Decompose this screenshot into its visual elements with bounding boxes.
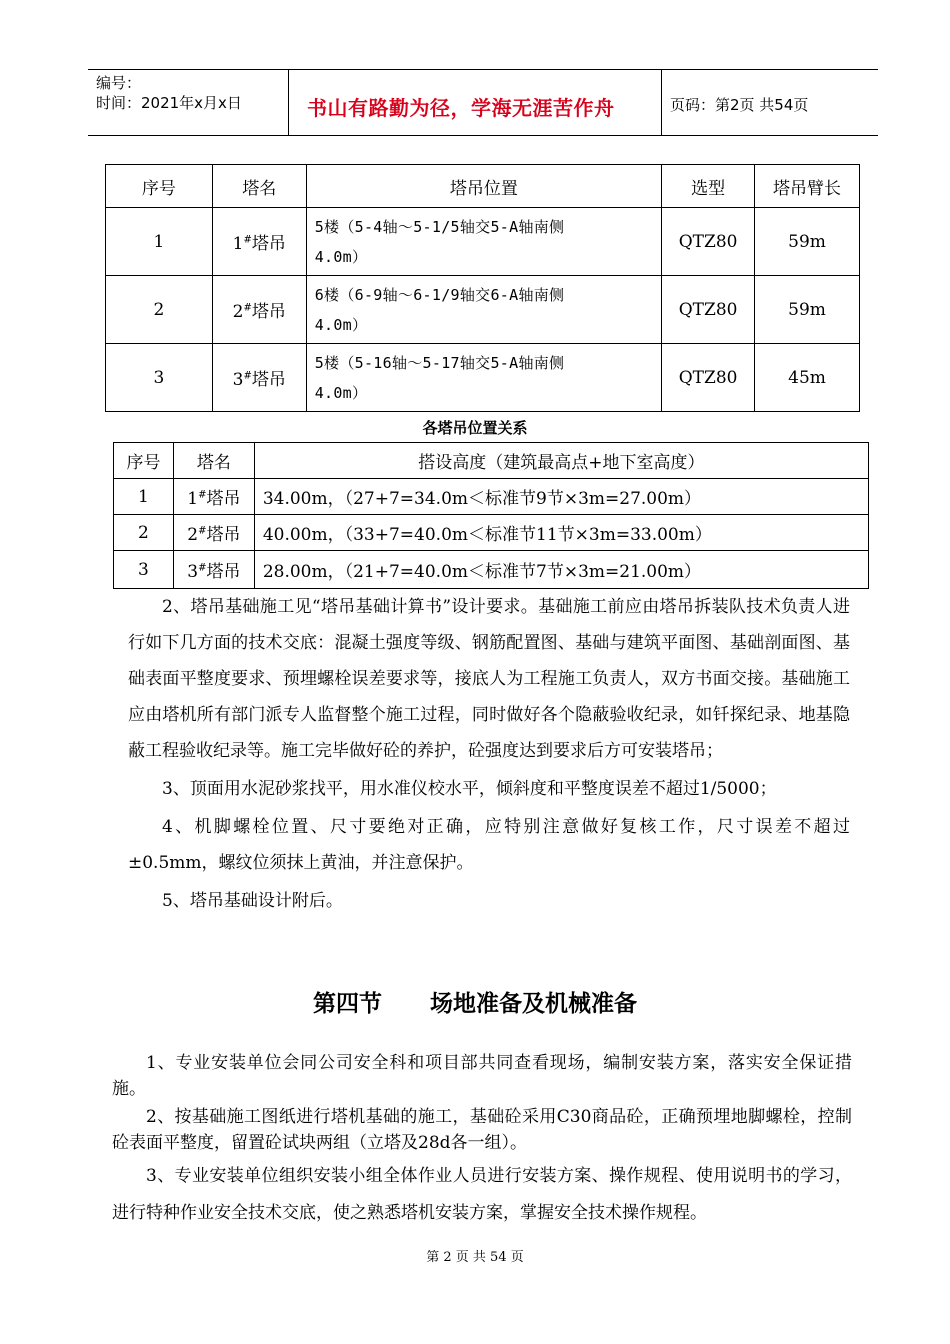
cell-name: 2#塔吊 bbox=[212, 276, 306, 344]
cell-no: 3 bbox=[114, 551, 174, 589]
header-bottom-border bbox=[88, 135, 878, 136]
paragraph: 2、塔吊基础施工见“塔吊基础计算书”设计要求。基础施工前应由塔吊拆装队技术负责人进行如下几方面的技术交底：混凝土强度等级、钢筋配置图、基础与建筑平面图、基础剖面图、基础表面平整度要求、预埋螺栓误差要求等，接底人为工程施工负责人，双方书面交接。基础施工应由塔机所有部门派专人监督整个施工过程，同时做好各个隐蔽验收纪录，如钎探纪录、地基隐蔽工程验收纪录等。施工完毕做好砼的养护，砼强度达到要求后方可安装塔吊； bbox=[128, 597, 850, 761]
paragraph: 5、塔吊基础设计附后。 bbox=[162, 891, 343, 911]
body-text bbox=[128, 589, 850, 919]
table-row bbox=[106, 208, 860, 276]
table-header-row bbox=[106, 165, 860, 208]
table-row bbox=[114, 479, 869, 515]
cell-model: QTZ80 bbox=[662, 344, 755, 412]
cell-no: 2 bbox=[106, 276, 213, 344]
cell-arm: 59m bbox=[755, 276, 860, 344]
column-header: 塔名 bbox=[173, 443, 254, 479]
column-header: 塔名 bbox=[212, 165, 306, 208]
table-caption: 各塔吊位置关系 bbox=[422, 419, 528, 437]
column-header: 选型 bbox=[662, 165, 755, 208]
cell-model: QTZ80 bbox=[662, 276, 755, 344]
header-divider-right bbox=[661, 69, 662, 135]
cell-position: 6楼（6-9轴～6-1/9轴交6-A轴南侧 4.0m） bbox=[306, 276, 661, 344]
paragraph: 3、专业安装单位组织安装小组全体作业人员进行安装方案、操作规程、使用说明书的学习，进行特种作业安全技术交底，使之熟悉塔机安装方案，掌握安全技术操作规程。 bbox=[112, 1166, 852, 1223]
paragraph: 4、机脚螺栓位置、尺寸要绝对正确，应特别注意做好复核工作，尺寸误差不超过±0.5mm，螺纹位须抹上黄油，并注意保护。 bbox=[128, 817, 850, 873]
cell-name: 1#塔吊 bbox=[212, 208, 306, 276]
column-header: 序号 bbox=[114, 443, 174, 479]
paragraph: 1、专业安装单位会同公司安全科和项目部共同查看现场，编制安装方案，落实安全保证措施。 bbox=[112, 1053, 852, 1099]
column-header: 序号 bbox=[106, 165, 213, 208]
header-divider-left bbox=[288, 69, 289, 135]
cell-no: 1 bbox=[106, 208, 213, 276]
column-header: 塔吊臂长 bbox=[755, 165, 860, 208]
paragraph: 2、按基础施工图纸进行塔机基础的施工，基础砼采用C30商品砼，正确预埋地脚螺栓，控制砼表面平整度，留置砼试块两组（立塔及28d各一组）。 bbox=[112, 1107, 852, 1153]
cell-arm: 59m bbox=[755, 208, 860, 276]
cell-height: 28.00m，（21+7=40.0m＜标准节7节×3m=21.00m） bbox=[254, 551, 868, 589]
cell-height: 34.00m，（27+7=34.0m＜标准节9节×3m=27.00m） bbox=[254, 479, 868, 515]
cell-no: 2 bbox=[114, 515, 174, 551]
column-header: 塔吊位置 bbox=[306, 165, 661, 208]
cell-name: 1#塔吊 bbox=[173, 479, 254, 515]
cell-name: 3#塔吊 bbox=[173, 551, 254, 589]
table-row bbox=[114, 515, 869, 551]
table-row bbox=[106, 276, 860, 344]
cell-height: 40.00m，（33+7=40.0m＜标准节11节×3m=33.00m） bbox=[254, 515, 868, 551]
column-header: 搭设高度（建筑最高点+地下室高度） bbox=[254, 443, 868, 479]
cell-model: QTZ80 bbox=[662, 208, 755, 276]
paragraph: 3、顶面用水泥砂浆找平，用水准仪校水平，倾斜度和平整度误差不超过1/5000； bbox=[162, 779, 777, 799]
section-body-text bbox=[112, 1050, 852, 1232]
header-page-label: 页码：第2页 共54页 bbox=[670, 96, 809, 114]
cell-no: 1 bbox=[114, 479, 174, 515]
section-title: 第四节 场地准备及机械准备 bbox=[312, 991, 638, 1017]
cell-no: 3 bbox=[106, 344, 213, 412]
table-row bbox=[114, 551, 869, 589]
header-number-label: 编号： bbox=[96, 74, 142, 92]
cell-position: 5楼（5-4轴～5-1/5轴交5-A轴南侧 4.0m） bbox=[306, 208, 661, 276]
table-header-row bbox=[114, 443, 869, 479]
page-footer: 第 2 页 共 54 页 bbox=[426, 1250, 524, 1265]
tower-crane-position-table bbox=[105, 164, 860, 412]
cell-arm: 45m bbox=[755, 344, 860, 412]
tower-crane-height-table bbox=[113, 442, 869, 589]
cell-name: 2#塔吊 bbox=[173, 515, 254, 551]
header-motto: 书山有路勤为径，学海无涯苦作舟 bbox=[307, 96, 615, 120]
header-top-border bbox=[88, 69, 878, 70]
cell-name: 3#塔吊 bbox=[212, 344, 306, 412]
cell-position: 5楼（5-16轴～5-17轴交5-A轴南侧 4.0m） bbox=[306, 344, 661, 412]
table-row bbox=[106, 344, 860, 412]
header-time-label: 时间：2021年x月x日 bbox=[96, 94, 242, 112]
